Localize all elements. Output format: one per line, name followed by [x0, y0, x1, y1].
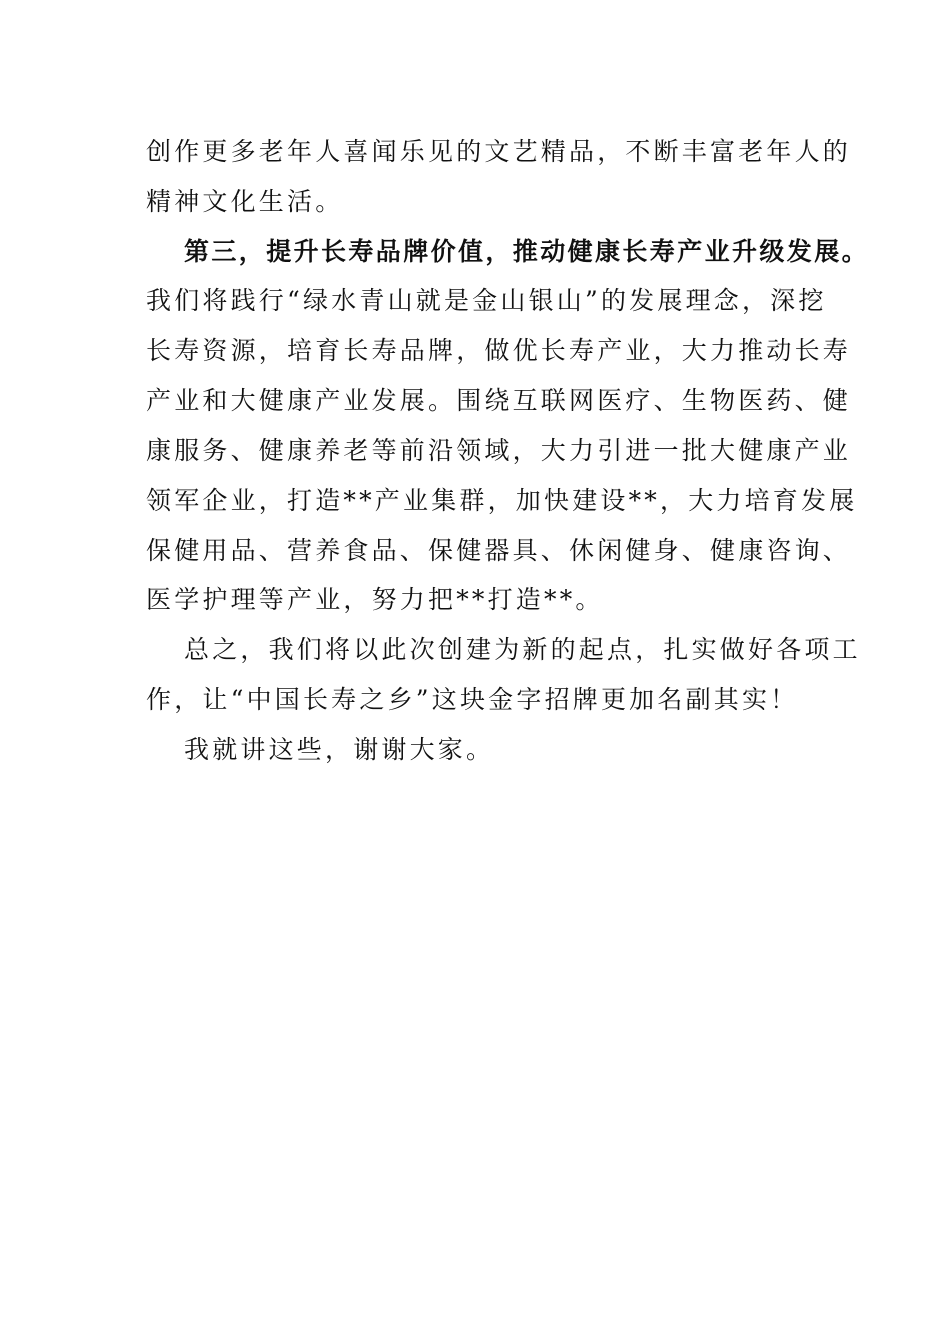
body-text-line: 我们将践行“绿水青山就是金山银山”的发展理念，深挖 [146, 286, 827, 315]
body-text-line: 保健用品、营养食品、保健器具、休闲健身、健康咨询、 [146, 536, 852, 565]
body-text-line: 精神文化生活。 [146, 187, 344, 216]
body-text-line: 总之，我们将以此次创建为新的起点，扎实做好各项工 [184, 635, 861, 664]
closing-line: 我就讲这些，谢谢大家。 [184, 735, 495, 764]
body-text-line: 康服务、健康养老等前沿领域，大力引进一批大健康产业 [146, 436, 852, 465]
body-text-line: 产业和大健康产业发展。围绕互联网医疗、生物医药、健 [146, 386, 852, 415]
body-text-line: 作，让“中国长寿之乡”这块金字招牌更加名副其实！ [146, 685, 799, 714]
body-text-line: 领军企业，打造**产业集群，加快建设**，大力培育发展 [146, 486, 858, 515]
body-text-line: 医学护理等产业，努力把**打造**。 [146, 585, 604, 614]
body-text-line: 长寿资源，培育长寿品牌，做优长寿产业，大力推动长寿 [146, 336, 852, 365]
section-heading: 第三，提升长寿品牌价值，推动健康长寿产业升级发展。 [184, 237, 870, 266]
body-text-line: 创作更多老年人喜闻乐见的文艺精品，不断丰富老年人的 [146, 137, 852, 166]
